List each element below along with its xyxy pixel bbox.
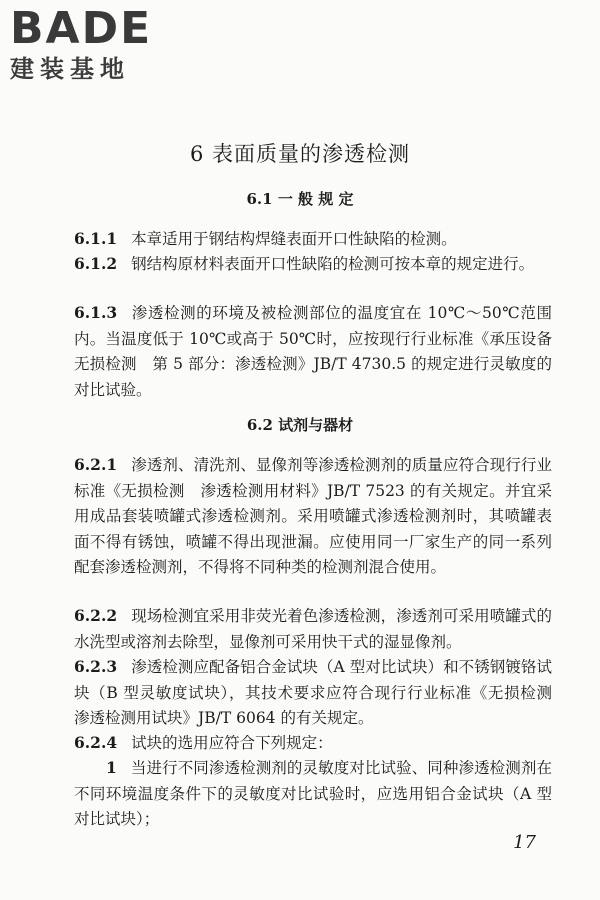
clause-6-2-1	[74, 452, 552, 581]
clause-text: 本章适用于钢结构焊缝表面开口性缺陷的检测。	[131, 230, 457, 248]
clause-number: 6.2.1	[74, 455, 118, 474]
clause-text: 现场检测宜采用非荧光着色渗透检测，渗透剂可采用喷罐式的水洗型或溶剂去除型，显像剂可采用快干式的湿显像剂。	[74, 607, 552, 651]
clause-number: 6.1.2	[74, 254, 118, 273]
item-number: 1	[106, 758, 117, 777]
clause-6-1-2	[74, 251, 552, 278]
clause-number: 6.1.3	[74, 303, 118, 322]
clause-number: 6.2.2	[74, 606, 118, 625]
logo-main-text: BADE	[10, 3, 153, 54]
clause-6-1-3	[74, 300, 552, 403]
clause-number: 6.2.3	[74, 657, 118, 676]
bade-logo	[10, 3, 180, 84]
clause-6-2-4-item-1	[74, 755, 552, 833]
clause-6-2-3	[74, 654, 568, 732]
clause-6-2-4	[74, 730, 552, 757]
clause-6-2-2	[74, 603, 552, 655]
section-heading-6-2: 6.2 试剂与器材	[246, 416, 354, 434]
chapter-title: 6 表面质量的渗透检测	[189, 142, 411, 166]
clause-6-1-1	[74, 226, 552, 253]
page-number: 17	[513, 832, 536, 853]
clause-text: 钢结构原材料表面开口性缺陷的检测可按本章的规定进行。	[131, 255, 535, 273]
clause-text: 渗透检测的环境及被检测部位的温度宜在 10℃～50℃范围内。当温度低于 10℃或高于 50℃时，应按现行行业标准《承压设备无损检测 第 5 部分：渗透检测》JB/T 4730.5 的规定进行灵敏度的对比试验。	[74, 304, 552, 399]
clause-number: 6.2.4	[74, 733, 118, 752]
clause-text: 试块的选用应符合下列规定：	[131, 734, 333, 752]
clause-text: 渗透检测应配备铝合金试块（A 型对比试块）和不锈钢镀铬试块（B 型灵敏度试块），其技术要求应符合现行行业标准《无损检测 渗透检测用试块》JB/T 6064 的有关规定。	[74, 658, 568, 727]
clause-number: 6.1.1	[74, 229, 118, 248]
clause-text: 渗透剂、清洗剂、显像剂等渗透检测剂的质量应符合现行行业标准《无损检测 渗透检测用材料》JB/T 7523 的有关规定。并宜采用成品套装喷罐式渗透检测剂。采用喷罐式渗透检测剂时，其喷罐表面不得有锈蚀，喷罐不得出现泄漏。应使用同一厂家生产的同一系列配套渗透检测剂，不得将不同种类的检测剂混合使用。	[74, 456, 552, 576]
item-text: 当进行不同渗透检测剂的灵敏度对比试验、同种渗透检测剂在不同环境温度条件下的灵敏度对比试验时，应选用铝合金试块（A 型对比试块）；	[74, 759, 552, 828]
logo-sub-text: 建装基地	[10, 55, 130, 83]
section-heading-6-1: 6.1 一 般 规 定	[246, 190, 354, 208]
